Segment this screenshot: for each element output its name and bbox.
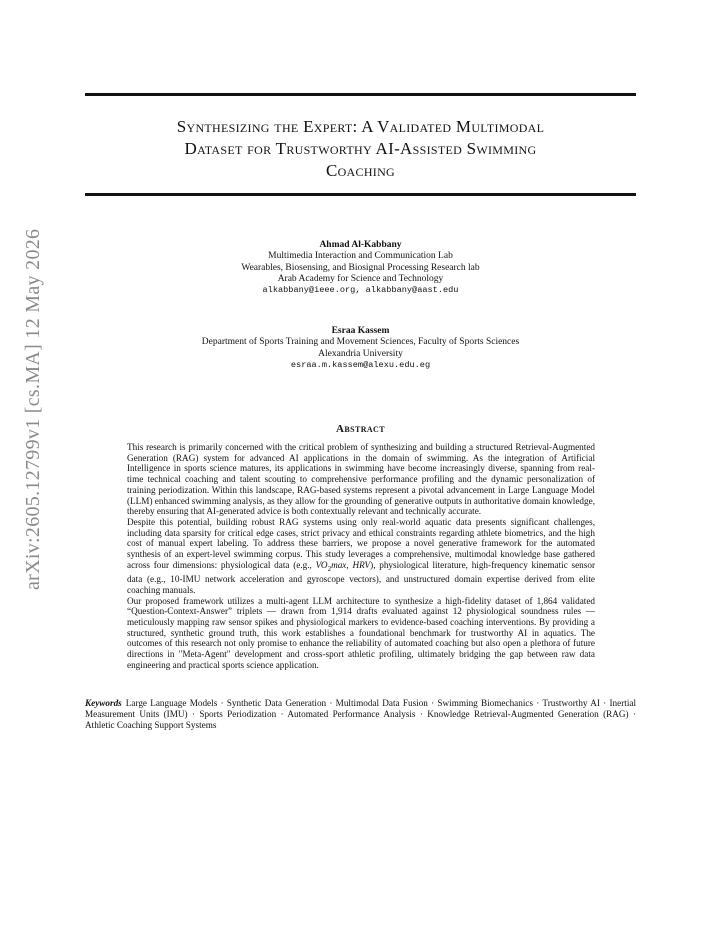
abstract-heading: Abstract [336, 423, 385, 435]
author-block-2 [85, 326, 636, 371]
math-subscript: 2 [327, 564, 332, 573]
keywords-block [85, 698, 636, 730]
author-affiliation: Multimedia Interaction and Communication Lab [268, 251, 453, 262]
author-block-1 [85, 240, 636, 296]
title-line-1: Synthesizing the Expert: A Validated Multimodal [176, 117, 545, 136]
author-email: alkabbany@ieee.org, alkabbany@aast.edu [262, 285, 459, 296]
title-line-2: Dataset for Trustworthy AI-Assisted Swimming [184, 139, 537, 158]
author-affiliation: Arab Academy for Science and Technology [277, 273, 444, 284]
abstract-paragraph-1: This research is primarily concerned with the critical problem of synthesizing and building a structured Retrieval-Augmented Generation (RAG) system for advanced AI applications in the domain of swimming. As the integration of Artificial Intelligence in sports science matures, its applications in swimming have become increasingly diverse, spanning from real-time technical coaching and talent scouting to comprehensive performance profiling and the dynamic personalization of training periodization. Within this landscape, RAG-based systems represent a pivotal advancement in Large Language Model (LLM) enhanced swimming analysis, as they allow for the grounding of generative outputs in authoritative domain knowledge, thereby ensuring that AI-generated advice is both contextually relevant and technically accurate. [127, 442, 595, 517]
abstract-body [127, 442, 595, 671]
math-hrv: HRV [352, 559, 371, 570]
abstract-paragraph-3: Our proposed framework utilizes a multi-agent LLM architecture to synthesize a high-fidelity dataset of 1,864 validated “Question-Context-Answer” triplets — drawn from 1,914 drafts evaluated against 12 physiological soundness rules — meticulously mapping raw sensor spikes and physiological markers to evidence-based coaching interventions. By providing a structured, synthetic ground truth, this work establishes a foundational benchmark for trustworthy AI in aquatics. The outcomes of this research not only promise to enhance the reliability of automated coaching but also open a plethora of future directions in "Meta-Agent" development and cross-sport athletic profiling, ultimately bridging the gap between raw data engineering and practical sports science application. [127, 595, 595, 670]
title-bottom-rule [85, 193, 636, 196]
math-vo2max [315, 559, 347, 573]
author-name: Esraa Kassem [331, 326, 390, 336]
abstract-text: ), physiological literature, high-frequency kinematic sensor data (e.g., 10-IMU network acceleration and gyroscope vectors), and unstructured domain expertise derived from elite coaching manuals. [127, 559, 596, 595]
author-name: Ahmad Al-Kabbany [319, 240, 402, 250]
title-line-3: Coaching [325, 161, 396, 180]
abstract-paragraph-2 [127, 517, 595, 596]
arxiv-identifier: arXiv:2605.12799v1 [cs.MA] 12 May 2026 [22, 228, 44, 590]
math-symbol: VO [315, 559, 328, 570]
author-affiliation: Alexandria University [318, 348, 403, 359]
paper-title [85, 116, 636, 182]
abstract-text: , [346, 559, 353, 570]
keywords-label: Keywords [85, 698, 122, 708]
author-affiliation: Wearables, Biosensing, and Biosignal Processing Research lab [241, 262, 480, 273]
abstract-text: Despite this potential, building robust RAG systems using only real-world aquatic data presents significant challenges, including data sparsity for critical edge cases, strict privacy and ethical constraints regarding athlete biometrics, and the high cost of manual expert labeling. To address these barriers, we propose a novel generative framework for the automated synthesis of an expert-level swimming corpus. This study leverages a comprehensive, multimodal knowledge base gathered across four dimensions: physiological data (e.g., [127, 516, 595, 570]
keywords-list: Large Language Models · Synthetic Data Generation · Multimodal Data Fusion · Swimming Biomechanics · Trustworthy AI · Inertial Measurement Units (IMU) · Sports Periodization · Automated Performance Analysis · Knowledge Retrieval-Augmented Generation (RAG) · Athletic Coaching Support Systems [85, 698, 636, 730]
title-top-rule [85, 93, 636, 96]
author-email: esraa.m.kassem@alexu.edu.eg [290, 359, 431, 370]
math-symbol: max [331, 559, 347, 570]
author-affiliation: Department of Sports Training and Movement Sciences, Faculty of Sports Sciences [201, 337, 520, 348]
